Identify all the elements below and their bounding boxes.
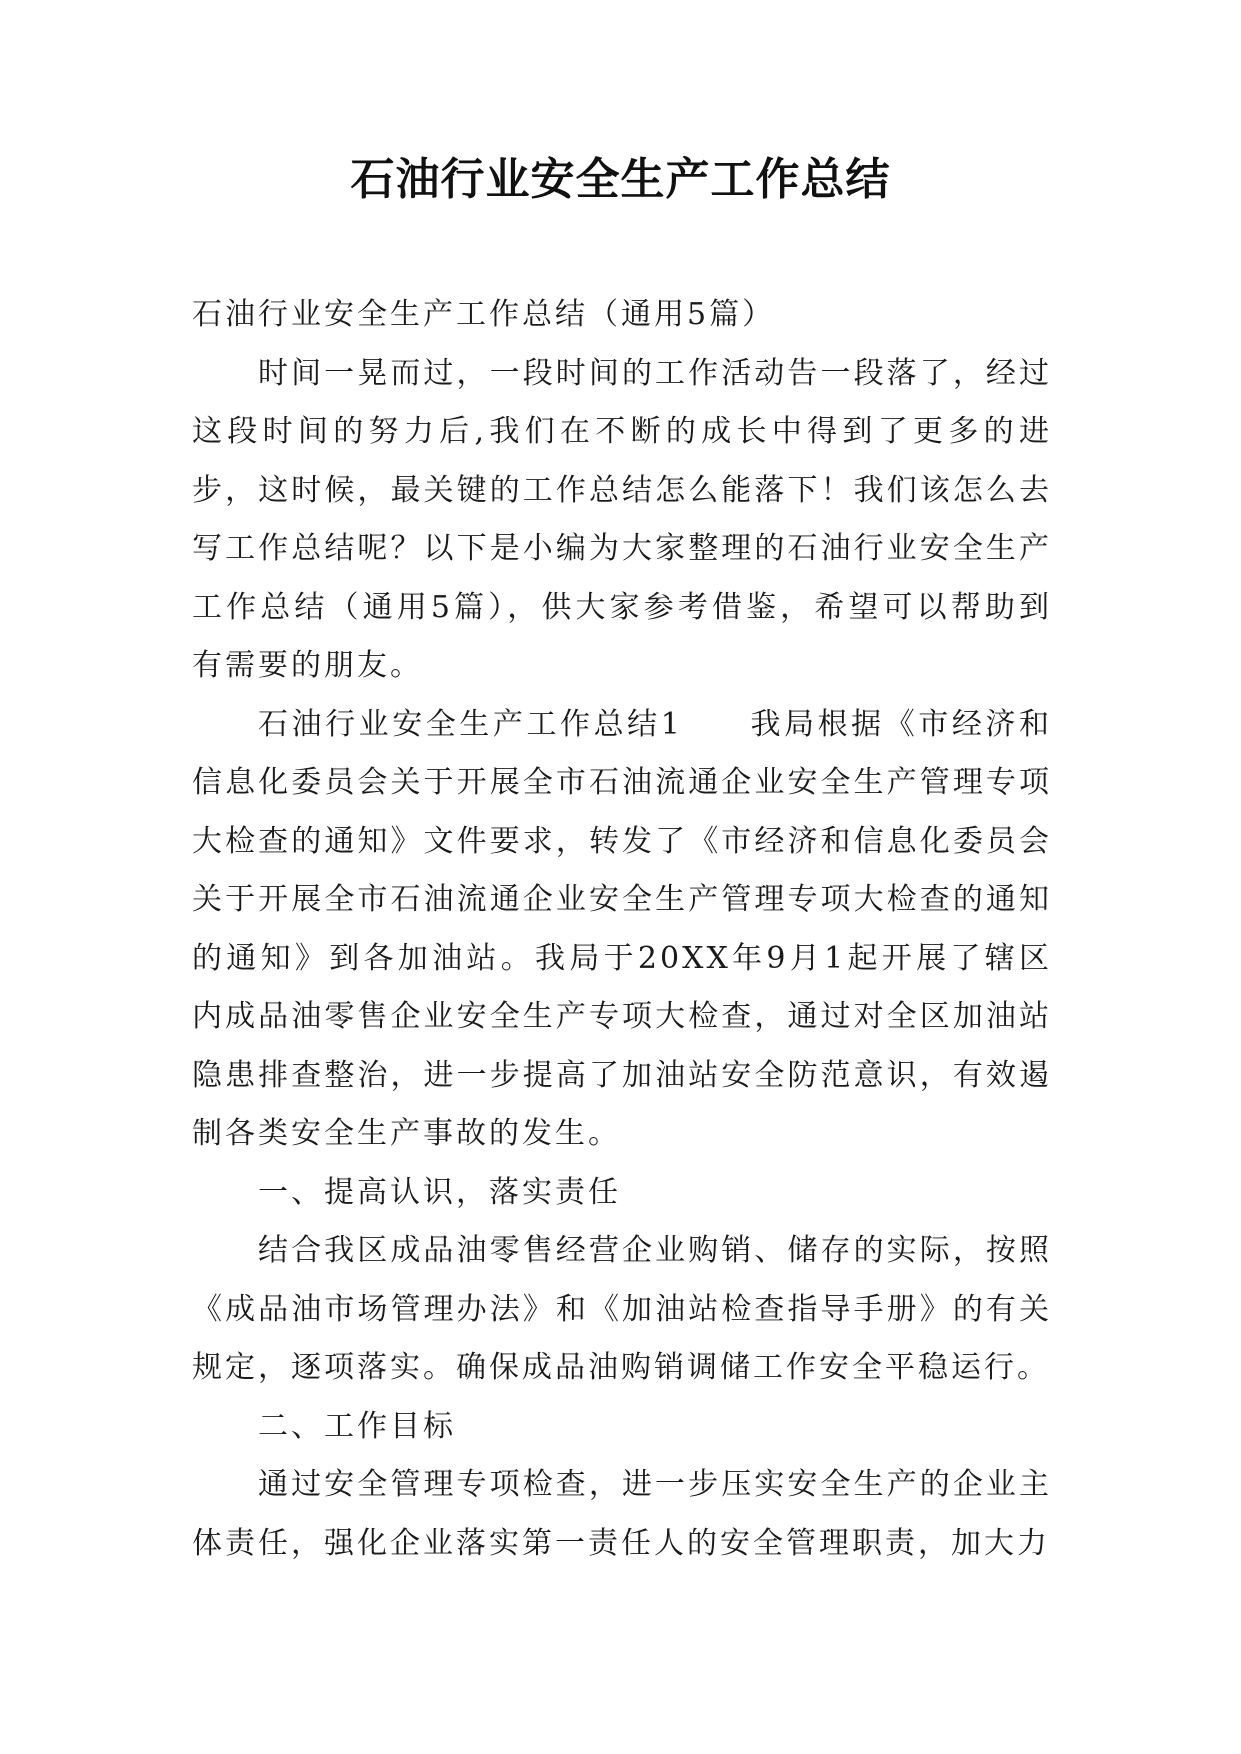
document-body bbox=[192, 286, 1052, 1573]
paragraph-section-2: 通过安全管理专项检查，进一步压实安全生产的企业主体责任，强化企业落实第一责任人的安全管理职责，加大力 bbox=[192, 1467, 1052, 1561]
document-title: 石油行业安全生产工作总结 bbox=[350, 154, 891, 205]
document-subtitle: 石油行业安全生产工作总结（通用5篇） bbox=[192, 297, 776, 332]
section-heading-1: 一、提高认识，落实责任 bbox=[258, 1174, 621, 1210]
paragraph-section-1: 结合我区成品油零售经营企业购销、储存的实际，按照《成品油市场管理办法》和《加油站检查指导手册》的有关规定，逐项落实。确保成品油购销调储工作安全平稳运行。 bbox=[192, 1233, 1052, 1385]
paragraph-intro: 时间一晃而过，一段时间的工作活动告一段落了，经过这段时间的努力后,我们在不断的成长中得到了更多的进步，这时候，最关键的工作总结怎么能落下！我们该怎么去写工作总结呢？以下是小编为大家整理的石油行业安全生产工作总结（通用5篇），供大家参考借鉴，希望可以帮助到有需要的朋友。 bbox=[192, 355, 1052, 683]
paragraph-summary-1: 石油行业安全生产工作总结1 我局根据《市经济和信息化委员会关于开展全市石油流通企业安全生产管理专项大检查的通知》文件要求，转发了《市经济和信息化委员会关于开展全市石油流通企业安全生产管理专项大检查的通知的通知》到各加油站。我局于20XX年9月1起开展了辖区内成品油零售企业安全生产专项大检查，通过对全区加油站隐患排查整治，进一步提高了加油站安全防范意识，有效遏制各类安全生产事故的发生。 bbox=[192, 706, 1052, 1151]
section-heading-2: 二、工作目标 bbox=[258, 1408, 456, 1444]
